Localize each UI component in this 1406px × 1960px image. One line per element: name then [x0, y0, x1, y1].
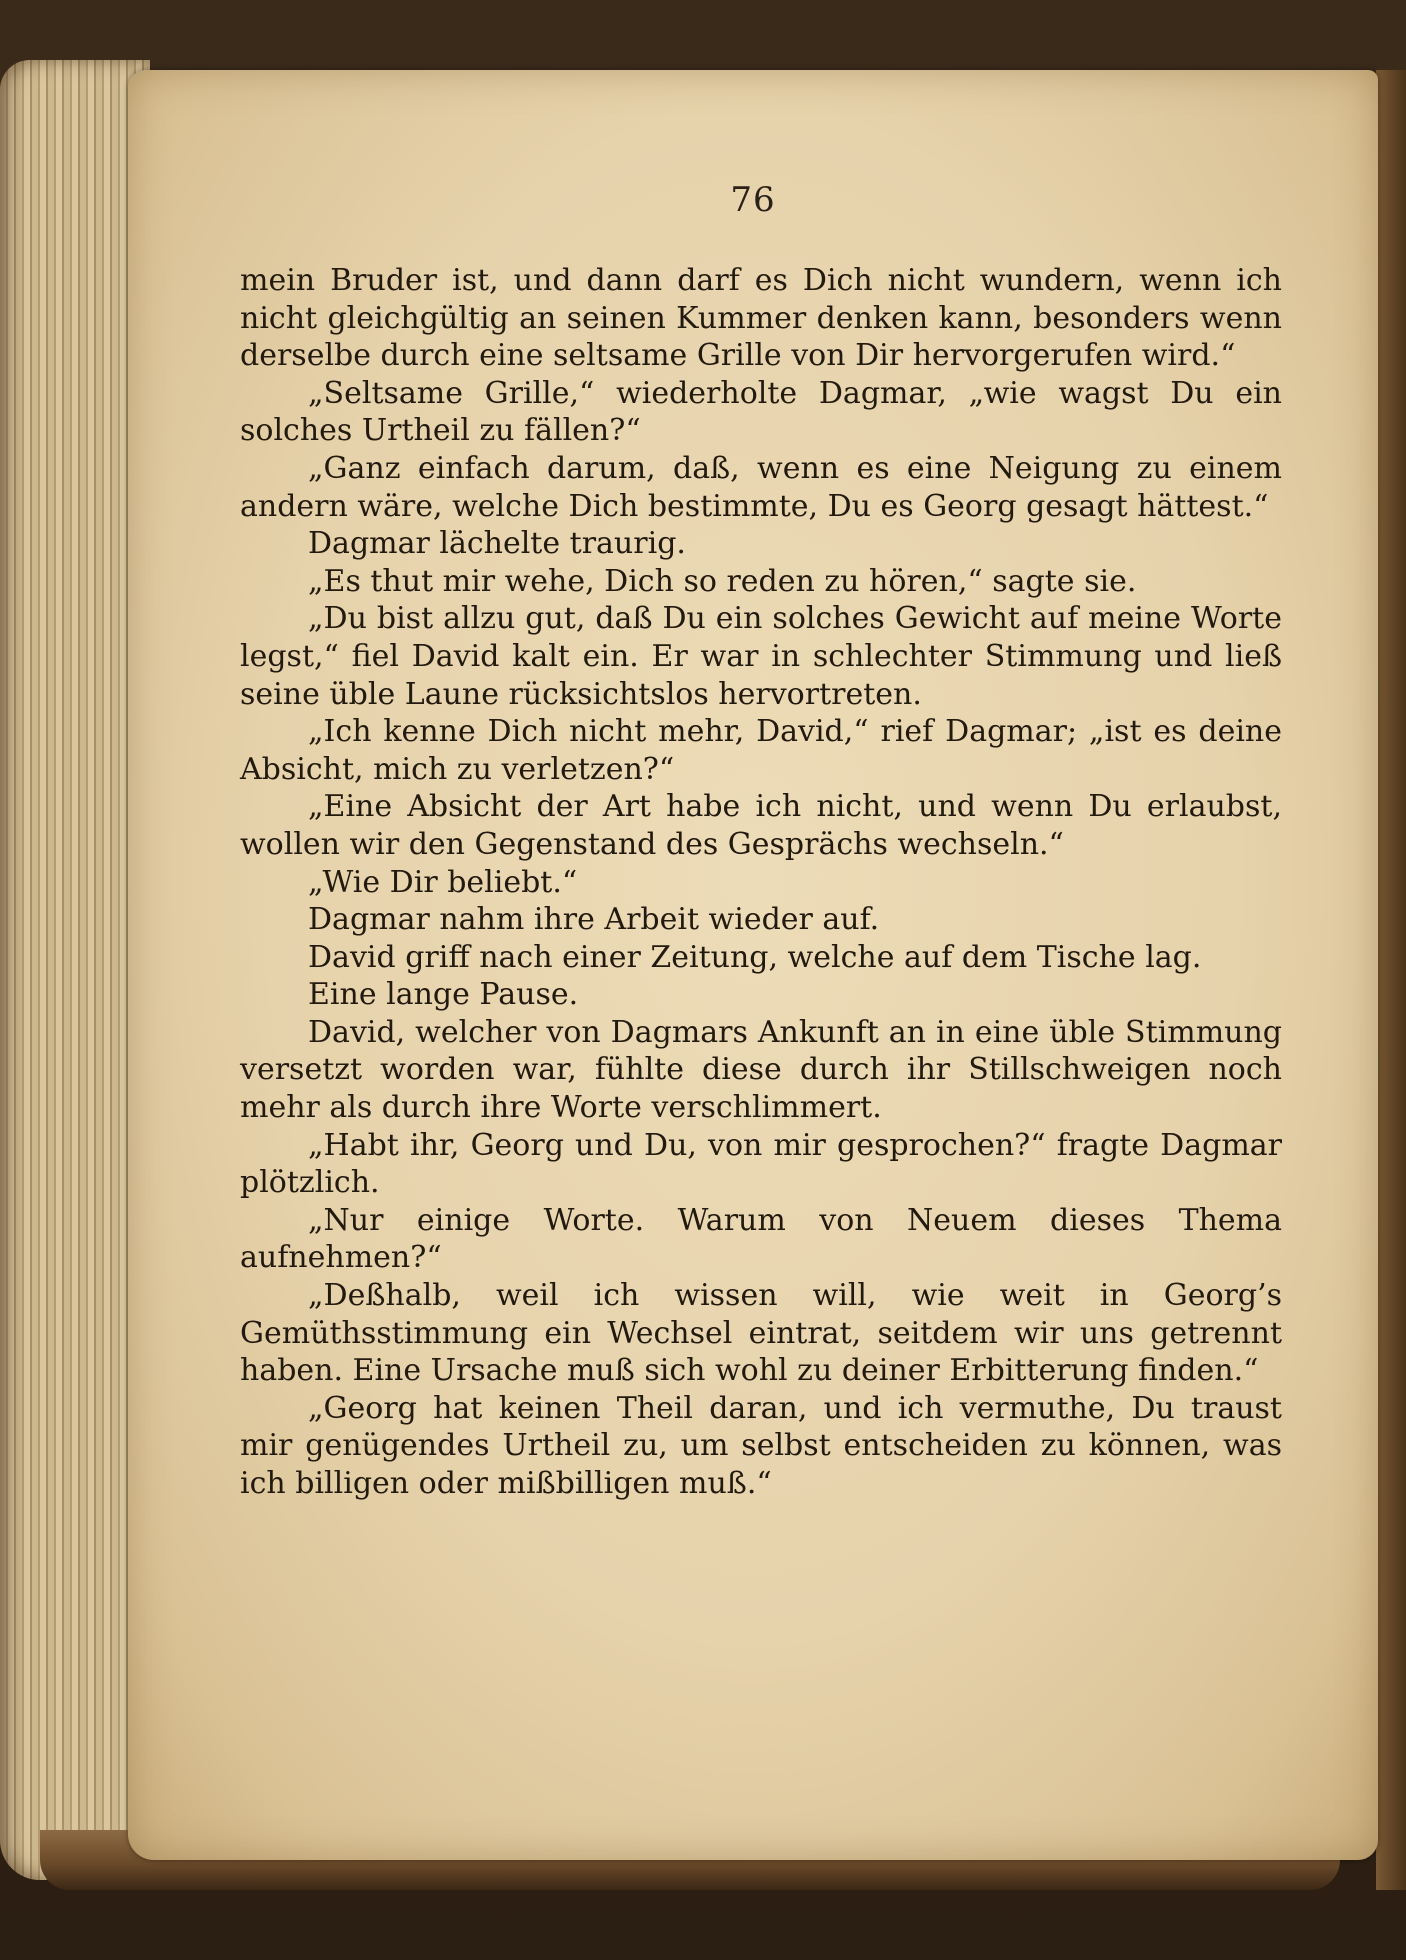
paragraph-9: „Wie Dir beliebt.“ [308, 864, 578, 900]
paragraph-10: Dagmar nahm ihre Arbeit wieder auf. [308, 902, 880, 938]
body-text [240, 262, 1282, 1503]
paragraph-14: „Habt ihr, Georg und Du, von mir gesprochen?“ fragte Dagmar plötzlich. [240, 1127, 1282, 1201]
paragraph-8: „Eine Absicht der Art habe ich nicht, und wenn Du erlaubst, wollen wir den Gegenstand des Gesprächs wechseln.“ [240, 789, 1282, 862]
paragraph-15: „Nur einige Worte. Warum von Neuem dieses Thema aufnehmen?“ [240, 1202, 1282, 1276]
paragraph-7: „Ich kenne Dich nicht mehr, David,“ rief Dagmar; „ist es deine Absicht, mich zu verletzen?“ [240, 714, 1282, 787]
paragraph-16: „Deßhalb, weil ich wissen will, wie weit in Georg’s Gemüthsstimmung ein Wechsel eintrat, seitdem wir uns getrennt haben. Eine Ursache muß sich wohl zu deiner Erbitterung finden.“ [240, 1278, 1282, 1389]
book-cover-edge [1376, 70, 1406, 1890]
paragraph-13: David, welcher von Dagmars Ankunft an in eine üble Stimmung versetzt worden war, fühlte diese durch ihr Stillschweigen noch mehr als durch ihre Worte verschlimmert. [240, 1014, 1282, 1126]
paragraph-17: „Georg hat keinen Theil daran, und ich vermuthe, Du traust mir genügendes Urtheil zu, um selbst entscheiden zu können, was ich billigen oder mißbilligen muß.“ [240, 1390, 1282, 1501]
paragraph-4: Dagmar lächelte traurig. [308, 526, 686, 562]
paragraph-6: „Du bist allzu gut, daß Du ein solches Gewicht auf meine Worte legst,“ fiel David kalt ein. Er war in schlechter Stimmung und ließ seine üble Laune rücksichtslos hervortreten. [240, 601, 1282, 712]
book-page [128, 70, 1378, 1860]
paragraph-11: David griff nach einer Zeitung, welche auf dem Tische lag. [308, 939, 1202, 975]
page-number: 76 [730, 180, 776, 220]
paragraph-12: Eine lange Pause. [308, 977, 579, 1013]
paragraph-5: „Es thut mir wehe, Dich so reden zu hören,“ sagte sie. [308, 563, 1137, 599]
paragraph-2: „Seltsame Grille,“ wiederholte Dagmar, „wie wagst Du ein solches Urtheil zu fällen?“ [240, 375, 1282, 449]
paragraph-3: „Ganz einfach darum, daß, wenn es eine Neigung zu einem andern wäre, welche Dich bestimmte, Du es Georg gesagt hättest.“ [240, 450, 1282, 524]
paragraph-1: mein Bruder ist, und dann darf es Dich nicht wundern, wenn ich nicht gleichgültig an seinen Kummer denken kann, besonders wenn derselbe durch eine seltsame Grille von Dir hervorgerufen wird.“ [240, 263, 1282, 374]
